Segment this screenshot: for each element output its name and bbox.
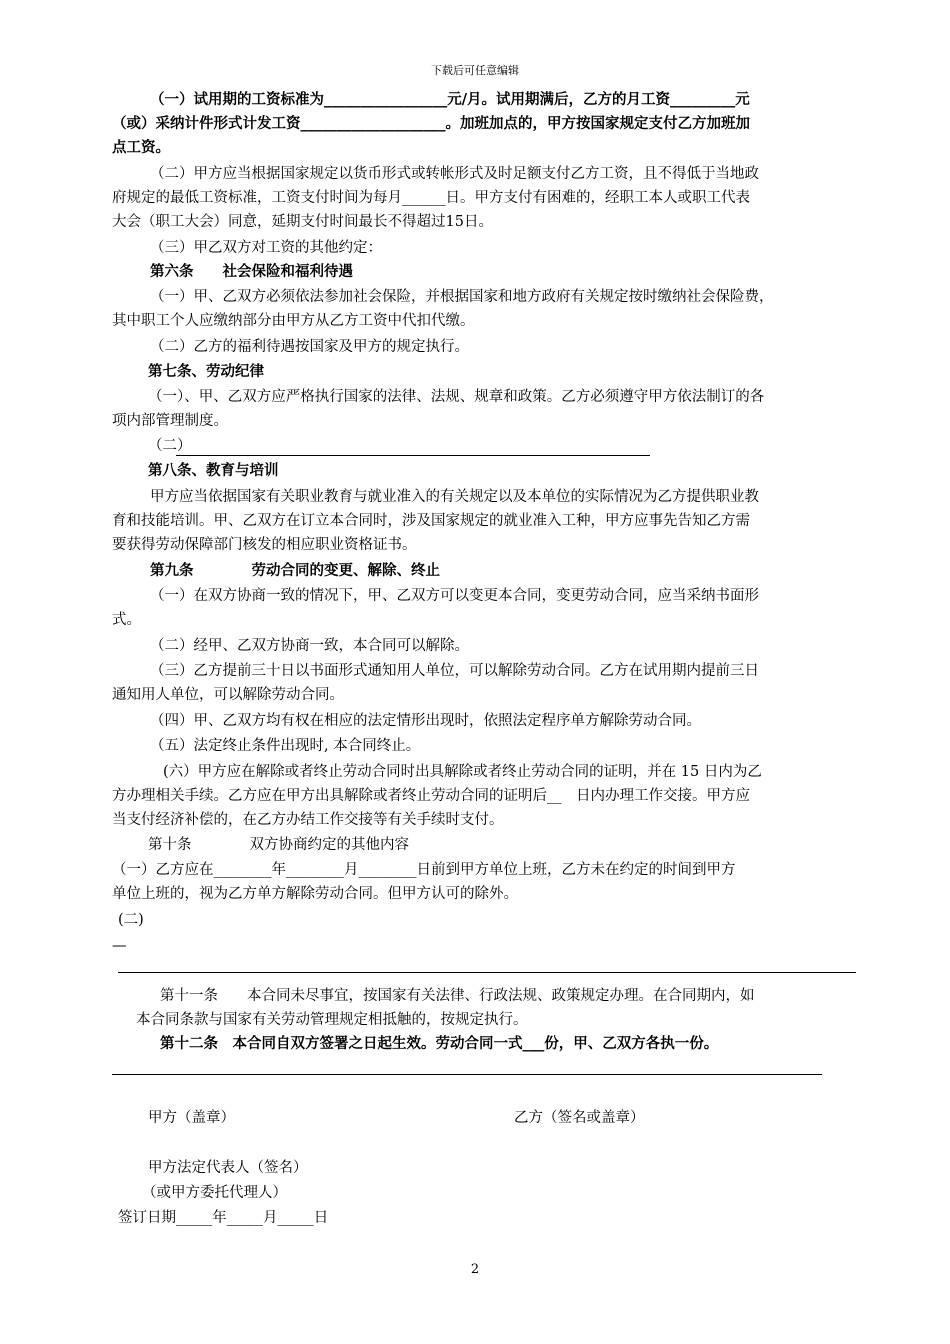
line-payment-1: （二）甲方应当根据国家规定以货币形式或转帐形式及时足额支付乙方工资，且不得低于当地政 [150,166,759,182]
article-6-heading: 第六条 社会保险和福利待遇 [150,263,353,280]
article-11-line-2: 本合同条款与国家有关劳动管理规定相抵触的，按规定执行。 [136,1012,528,1028]
line-dissolve-unilateral: （四）甲、乙双方均有权在相应的法定情形出现时，依照法定程序单方解除劳动合同。 [150,713,701,729]
article-9-heading: 第九条 劳动合同的变更、解除、终止 [150,562,440,579]
line-insurance-1: （一）甲、乙双方必须依法参加社会保险，并根据国家和地方政府有关规定按时缴纳社会保险费， [150,289,774,305]
line-wage-probation: （一）试用期的工资标准为_________________元/月。试用期满后，乙方的月工资_________元 [150,91,750,108]
page-number: 2 [470,1262,480,1277]
line-overtime-wage: 点工资。 [112,139,170,156]
line-training-1: 甲方应当依据国家有关职业教育与就业准入的有关规定以及本单位的实际情况为乙方提供职业教 [150,489,759,505]
section-divider-2 [112,1074,822,1075]
party-b-signature: 乙方（签名或盖章） [514,1110,645,1126]
line-insurance-2: 其中职工个人应缴纳部分由甲方从乙方工资中代扣代缴。 [112,313,475,329]
line-certificate-3: 当支付经济补偿的，在乙方办结工作交接等有关手续时支付。 [112,812,504,828]
article-8-heading: 第八条、教育与培训 [148,462,279,479]
line-welfare: （二）乙方的福利待遇按国家及甲方的规定执行。 [150,339,469,355]
line-dissolve-notice-2: 通知用人单位，可以解除劳动合同。 [112,687,344,703]
section-divider-1 [118,972,856,973]
line-payment-3: 大会（职工大会）同意，延期支付时间最长不得超过15日。 [112,214,493,230]
line-discipline-item-2: （二） [148,438,192,454]
article-10-heading: 第十条 双方协商约定的其他内容 [148,837,409,853]
line-piece-wage: （或）采纳计件形式计发工资____________________。加班加点的，甲方按国家规定支付乙方加班加 [112,115,750,132]
line-dissolve-notice-1: （三）乙方提前三十日以书面形式通知用人单位，可以解除劳动合同。乙方在试用期内提前三日 [150,663,759,679]
line-dissolve-mutual: （二）经甲、乙双方协商一致，本合同可以解除。 [150,638,469,654]
blank-underline [176,455,650,456]
line-training-3: 要获得劳动保障部门核发的相应职业资格证书。 [112,537,417,553]
article-7-heading: 第七条、劳动纪律 [148,363,264,380]
article-11-line-1: 第十一条 本合同未尽事宜，按国家有关法律、行政法规、政策规定办理。在合同期内，如 [160,988,755,1004]
line-change-2: 式。 [112,612,141,628]
signing-date: 签订日期_____年_____月_____日 [118,1210,329,1226]
line-payment-2: 府规定的最低工资标准，工资支付时间为每月______日。甲方支付有困难的，经职工本人或职工代表 [112,190,750,206]
line-start-date-1: （一）乙方应在________年________月________日前到甲方单位上班，乙方未在约定的时间到甲方 [112,862,736,878]
download-editable-note: 下载后可任意编辑 [431,64,519,77]
line-termination: （五）法定终止条件出现时, 本合同终止。 [150,738,421,754]
party-a-legal-rep: 甲方法定代表人（签名） [148,1160,308,1176]
line-training-2: 育和技能培训。甲、乙双方在订立本合同时，涉及国家规定的就业准入工种，甲方应事先告知乙方需 [112,513,750,529]
dash-mark: — [112,938,127,954]
line-wage-other: （三）甲乙双方对工资的其他约定： [150,240,382,256]
party-a-agent: （或甲方委托代理人） [142,1185,287,1201]
article-12-line: 第十二条 本合同自双方签署之日起生效。劳动合同一式___份，甲、乙双方各执一份。 [160,1035,719,1052]
party-a-seal: 甲方（盖章） [148,1110,235,1126]
line-change-1: （一）在双方协商一致的情况下，甲、乙双方可以变更本合同，变更劳动合同，应当采纳书面形 [150,588,759,604]
line-discipline-2: 项内部管理制度。 [112,413,228,429]
line-other-item-2: (二) [118,912,144,928]
line-start-date-2: 单位上班的，视为乙方单方解除劳动合同。但甲方认可的除外。 [112,886,518,902]
line-certificate-1: (六）甲方应在解除或者终止劳动合同时出具解除或者终止劳动合同的证明，并在 15 日内为乙 [163,764,762,780]
line-discipline-1: （一）、甲、乙双方应严格执行国家的法律、法规、规章和政策。乙方必须遵守甲方依法制订的各 [148,389,765,405]
line-certificate-2: 方办理相关手续。乙方应在甲方出具解除或者终止劳动合同的证明后__ 日内办理工作交接。甲方应 [112,788,750,804]
